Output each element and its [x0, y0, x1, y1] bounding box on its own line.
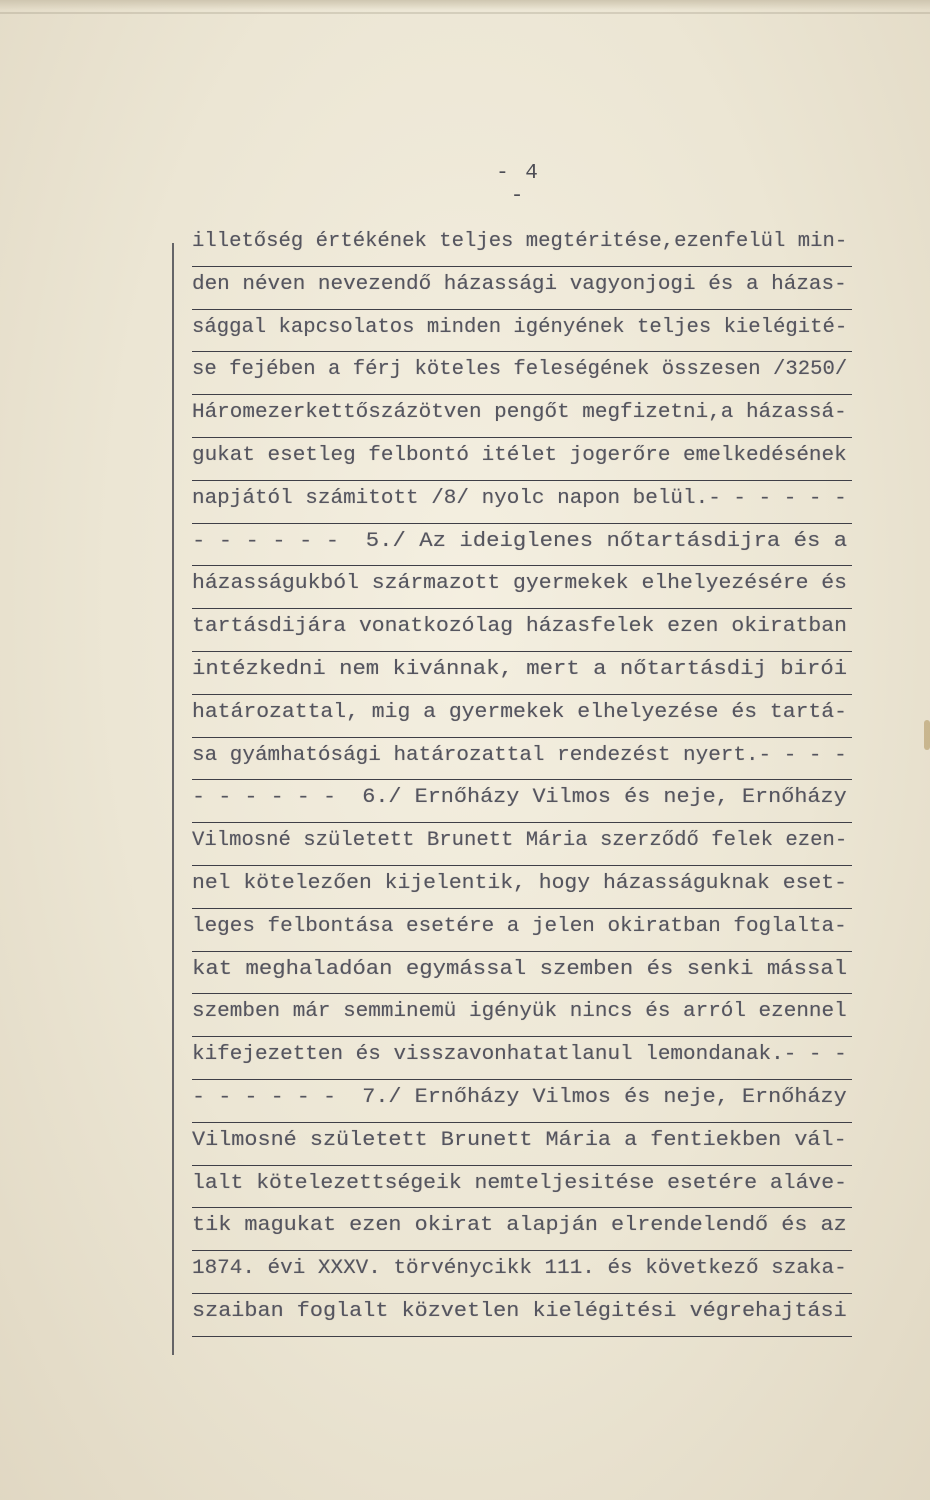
text-line-content: den néven nevezendő házassági vagyonjogi és a házas-: [192, 272, 847, 296]
text-line-content: kat meghaladóan egymással szemben és senki mással: [192, 957, 848, 981]
text-line: [192, 395, 852, 438]
text-line-content: Háromezerkettőszázötven pengőt megfizetni,a házassá-: [192, 401, 847, 425]
text-line: [192, 652, 852, 695]
page-number: - 4 -: [496, 162, 540, 208]
text-line: [192, 524, 852, 567]
text-line-content: intézkedni nem kivánnak, mert a nőtartásdij birói: [192, 657, 848, 681]
text-line: [192, 566, 852, 609]
page-fold: [0, 12, 930, 14]
paper-stain: [924, 720, 930, 750]
text-line: [192, 609, 852, 652]
text-line-content: nel kötelezően kijelentik, hogy házasságuknak eset-: [192, 871, 847, 895]
text-line-content: gukat esetleg felbontó itélet jogerőre emelkedésének: [192, 443, 847, 467]
text-line-content: lalt kötelezettségeik nemteljesitése esetére aláve-: [192, 1171, 847, 1195]
text-line-content: Vilmosné született Brunett Mária a fentiekben vál-: [192, 1128, 847, 1152]
text-line-content: - - - - - - 5./ Az ideiglenes nőtartásdijra és a: [192, 529, 848, 553]
text-line-content: illetőség értékének teljes megtéritése,ezenfelül min-: [192, 230, 848, 253]
text-line-content: napjától számitott /8/ nyolc napon belül.- - - - - -: [192, 486, 847, 510]
text-line-content: se fejében a férj köteles feleségének összesen /3250/: [192, 358, 848, 382]
text-line: [192, 310, 852, 353]
text-line-content: Vilmosné született Brunett Mária szerződő felek ezen-: [192, 829, 848, 853]
text-line: [192, 952, 852, 995]
text-line: [192, 1208, 852, 1251]
text-line-content: tartásdijára vonatkozólag házasfelek ezen okiratban: [192, 615, 847, 639]
text-line-content: tik magukat ezen okirat alapján elrendelendő és az: [192, 1214, 847, 1238]
text-line: [192, 909, 852, 952]
text-line: [192, 224, 852, 267]
text-line: [192, 1166, 852, 1209]
text-line-content: 1874. évi XXXV. törvénycikk 111. és következő szaka-: [192, 1257, 847, 1281]
text-line: [192, 1251, 852, 1294]
text-line: [192, 823, 852, 866]
text-line-content: határozattal, mig a gyermekek elhelyezése és tartá-: [192, 700, 847, 724]
text-line-content: házasságukból származott gyermekek elhelyezésére és: [192, 572, 847, 596]
text-line-content: sa gyámhatósági határozattal rendezést nyert.- - - -: [192, 743, 847, 767]
text-line: [192, 780, 852, 823]
typewritten-body: [192, 224, 852, 1337]
page-top-edge: [0, 0, 930, 10]
text-line: [192, 481, 852, 524]
text-line: [192, 1037, 852, 1080]
text-line: [192, 738, 852, 781]
text-line: [192, 1123, 852, 1166]
text-line-content: sággal kapcsolatos minden igényének teljes kielégité-: [192, 315, 848, 339]
text-line: [192, 352, 852, 395]
text-line: [192, 994, 852, 1037]
left-margin-rule: [172, 243, 174, 1355]
text-line: [192, 1294, 852, 1337]
text-line: [192, 267, 852, 310]
text-line: [192, 438, 852, 481]
text-line-content: szaiban foglalt közvetlen kielégitési végrehajtási: [192, 1299, 847, 1323]
text-line: [192, 866, 852, 909]
text-line-content: szemben már semminemü igényük nincs és arról ezennel: [192, 1000, 847, 1024]
text-line-content: leges felbontása esetére a jelen okiratban foglalta-: [192, 914, 847, 938]
text-line-content: - - - - - - 6./ Ernőházy Vilmos és neje, Ernőházy: [192, 786, 847, 810]
text-line-content: kifejezetten és visszavonhatatlanul lemondanak.- - -: [192, 1043, 847, 1067]
text-line: [192, 1080, 852, 1123]
text-line: [192, 695, 852, 738]
text-line-content: - - - - - - 7./ Ernőházy Vilmos és neje, Ernőházy: [192, 1085, 847, 1109]
